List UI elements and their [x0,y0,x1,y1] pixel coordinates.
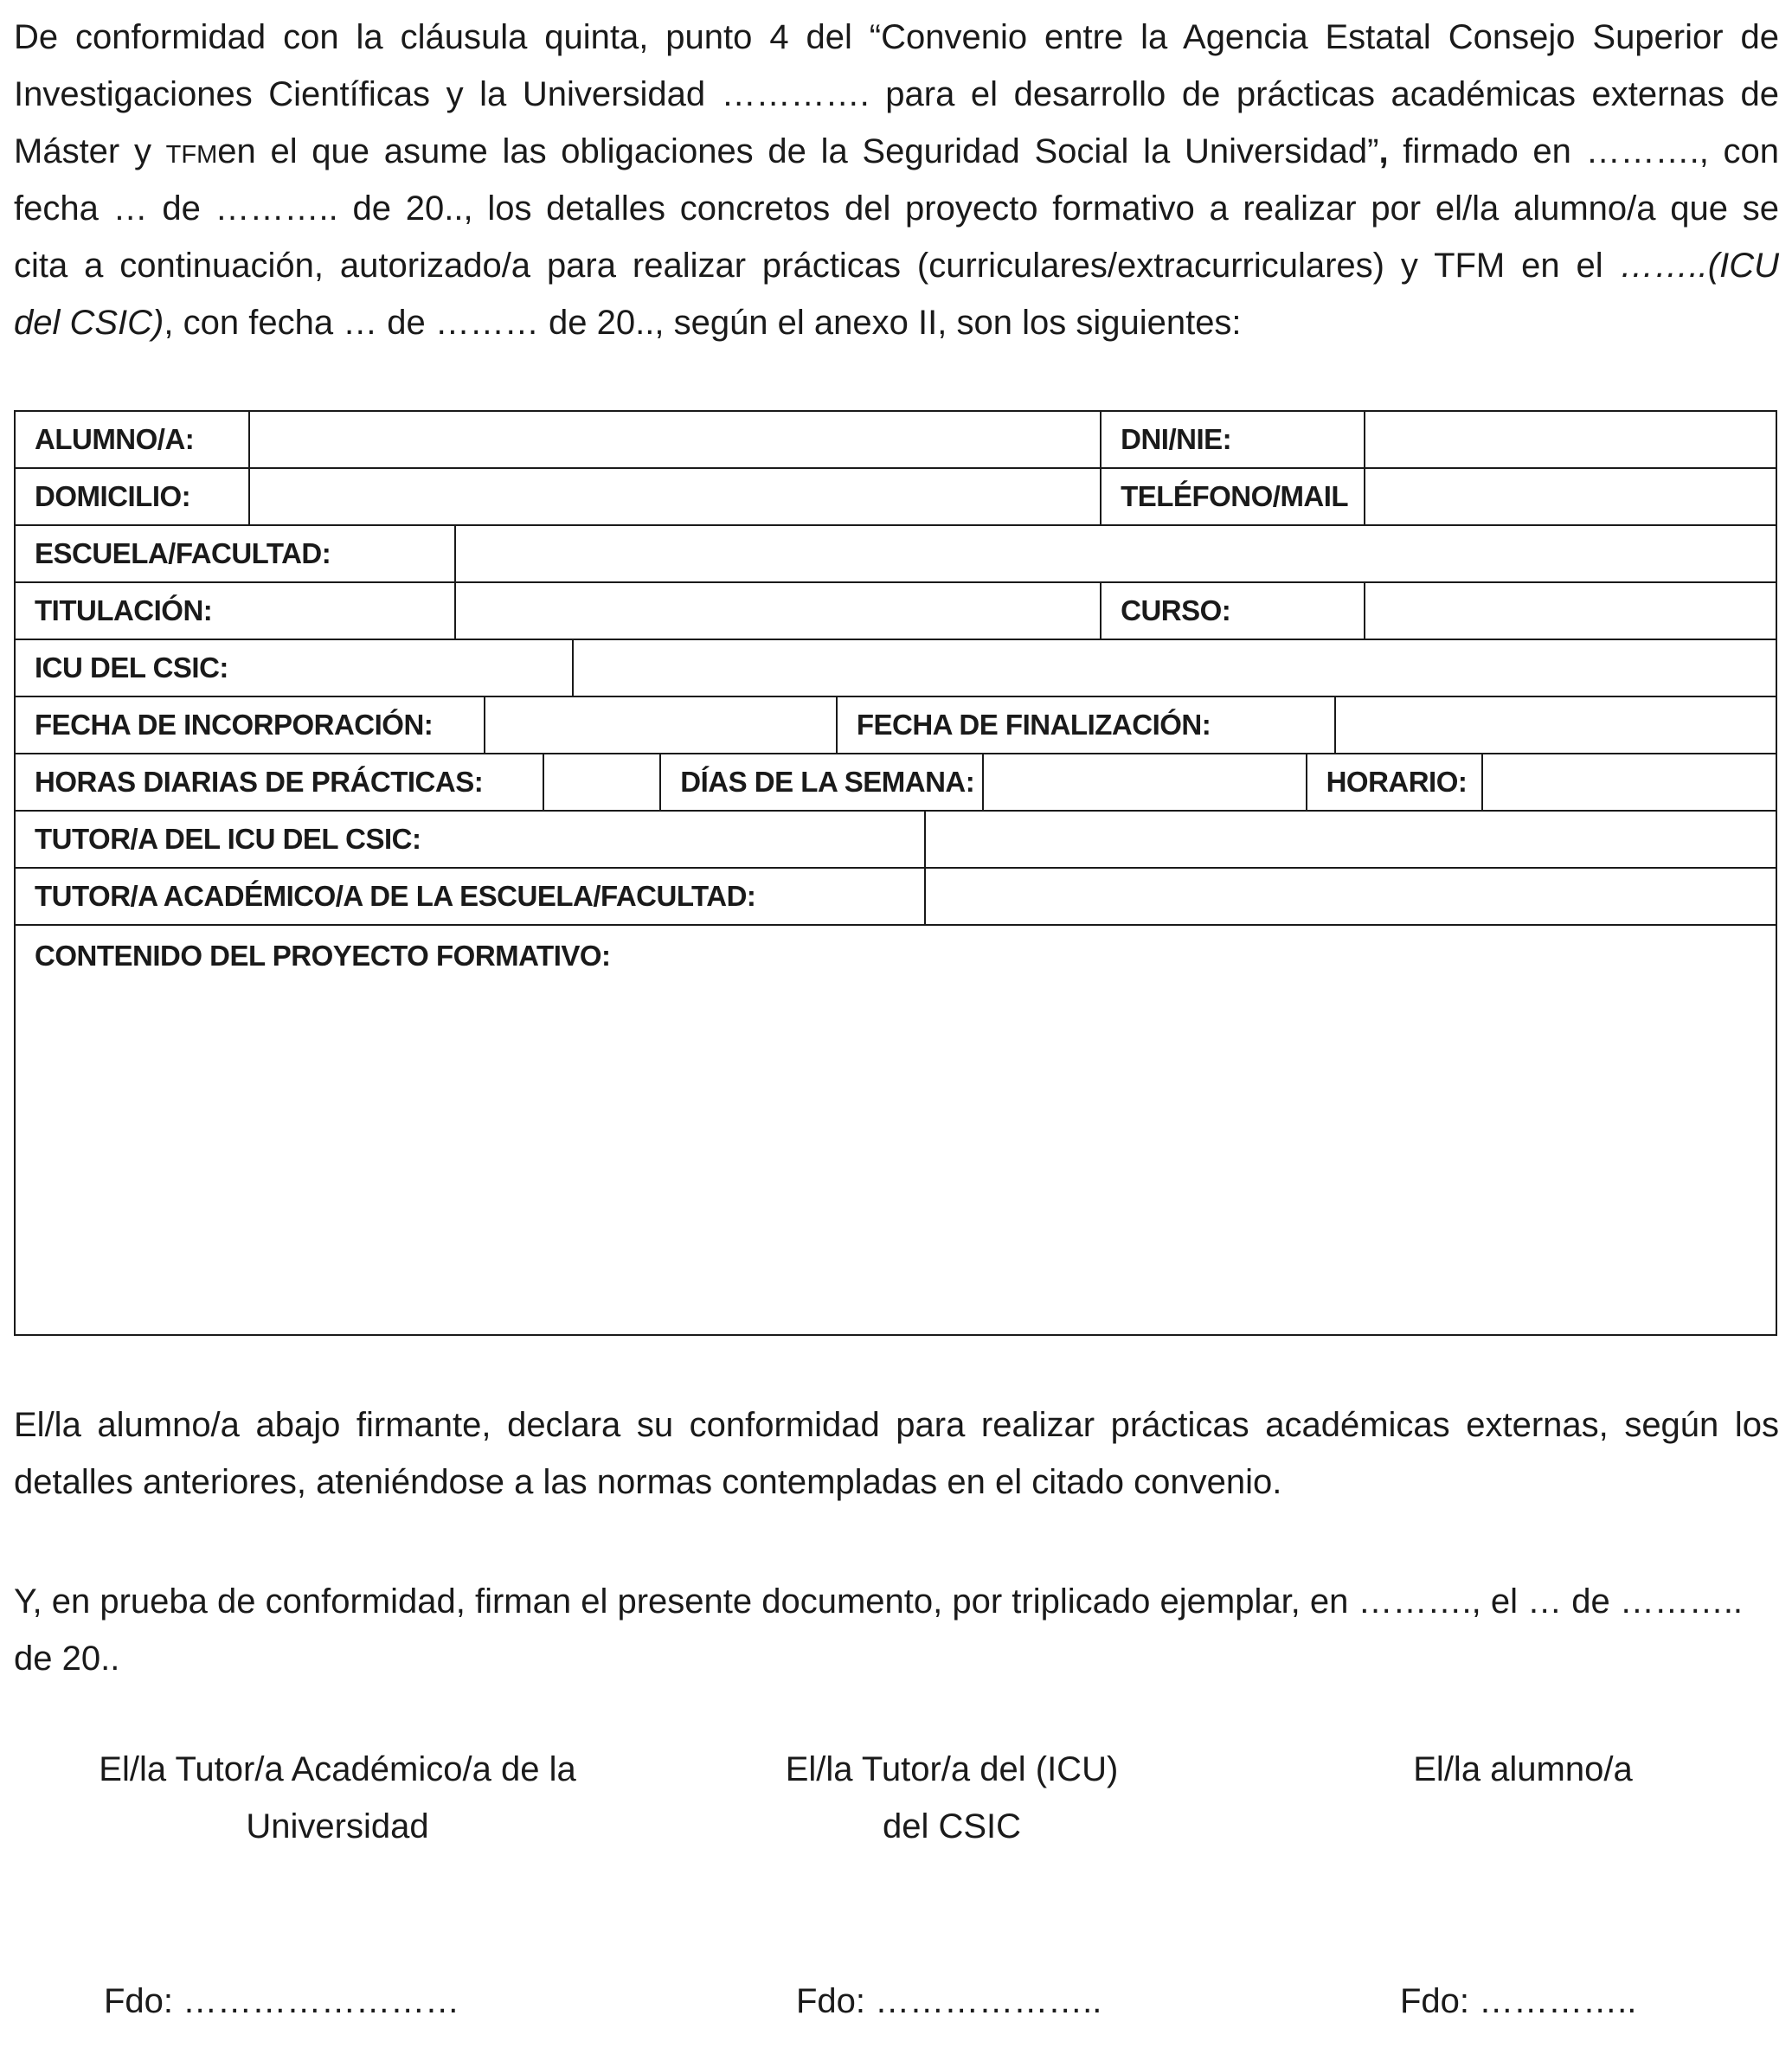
form-row-fechas [15,696,1776,754]
intro-line-5 [14,237,1779,294]
form-row-tutor-academico [15,868,1776,925]
field-dni[interactable] [1365,411,1776,468]
signature-icu-tutor [675,1741,1229,1855]
label-telefono: TELÉFONO/MAIL [1101,468,1365,525]
field-escuela[interactable] [455,525,1776,582]
closing-paragraph: Y, en prueba de conformidad, firman el presente documento, por triplicado ejemplar, en ………., el … de ……….. de 20.. [14,1582,1744,1678]
label-fecha-incorporacion: FECHA DE INCORPORACIÓN: [15,696,485,754]
intro-line-1: De conformidad con la cláusula quinta, punto 4 del “Convenio entre la Agencia Estatal Consejo Superior de [14,18,1779,56]
form-row-horas [15,754,1776,811]
intro-text: firmado en ………., con [1388,132,1779,170]
form-row-titulacion [15,582,1776,639]
label-fecha-finalizacion: FECHA DE FINALIZACIÓN: [837,696,1336,754]
label-contenido: CONTENIDO DEL PROYECTO FORMATIVO: [35,940,611,972]
signature-academic-tutor [35,1741,640,1855]
field-tutor-academico[interactable] [925,868,1776,925]
field-telefono[interactable] [1365,468,1776,525]
label-horario: HORARIO: [1307,754,1483,811]
icu-placeholder: ……..(ICU [1619,247,1779,285]
field-icu[interactable] [573,639,1776,696]
label-tutor-icu: TUTOR/A DEL ICU DEL CSIC: [15,811,925,868]
icu-placeholder-end: del CSIC) [14,304,164,342]
label-icu: ICU DEL CSIC: [15,639,573,696]
field-alumno[interactable] [249,411,1101,468]
form-row-alumno [15,411,1776,468]
form-row-escuela [15,525,1776,582]
intro-line-3 [14,123,1779,180]
form-row-tutor-icu [15,811,1776,868]
tfm-abbrev: TFM [165,141,218,169]
label-dias: DÍAS DE LA SEMANA: [660,754,983,811]
field-horario[interactable] [1482,754,1776,811]
signature-line-student[interactable]: Fdo: ………….. [1400,1982,1637,2020]
label-dni: DNI/NIE: [1101,411,1365,468]
signature-title: El/la alumno/a [1413,1750,1633,1788]
form-row-contenido [15,925,1776,1335]
signature-title: El/la Tutor/a del (ICU) [785,1750,1119,1788]
signature-title: Universidad [246,1807,429,1845]
field-contenido[interactable] [15,925,1776,1335]
field-titulacion[interactable] [455,582,1101,639]
label-domicilio: DOMICILIO: [15,468,249,525]
form-row-domicilio [15,468,1776,525]
declaration-paragraph: El/la alumno/a abajo firmante, declara su conformidad para realizar prácticas académicas externas, según los detalles anteriores, ateniéndose a las normas contempladas en el citado convenio. [14,1406,1779,1501]
intro-line-4: fecha … de ……….. de 20.., los detalles concretos del proyecto formativo a realizar por el/la alumno/a que se [14,189,1779,228]
intro-paragraph [14,9,1779,351]
field-fecha-finalizacion[interactable] [1335,696,1776,754]
intro-line-6 [14,294,1779,351]
signature-line-icu-tutor[interactable]: Fdo: ……………….. [796,1982,1102,2020]
field-tutor-icu[interactable] [925,811,1776,868]
intro-comma: , [1378,132,1389,170]
training-project-form [14,410,1777,1336]
field-horas[interactable] [543,754,661,811]
form-row-icu [15,639,1776,696]
label-escuela: ESCUELA/FACULTAD: [15,525,455,582]
label-alumno: ALUMNO/A: [15,411,249,468]
field-domicilio[interactable] [249,468,1101,525]
label-horas: HORAS DIARIAS DE PRÁCTICAS: [15,754,543,811]
signature-title: El/la Tutor/a Académico/a de la [99,1750,576,1788]
intro-text: Máster y [14,132,166,170]
label-tutor-academico: TUTOR/A ACADÉMICO/A DE LA ESCUELA/FACULTAD: [15,868,925,925]
field-fecha-incorporacion[interactable] [485,696,837,754]
intro-text: cita a continuación, autorizado/a para realizar prácticas (curriculares/extracurriculares) y TFM en el [14,247,1620,285]
signature-student [1281,1741,1765,1798]
intro-text: , con fecha … de ……… de 20.., según el anexo II, son los siguientes: [164,304,1242,342]
intro-text: en el que asume las obligaciones de la Seguridad Social la Universidad” [217,132,1379,170]
signature-title: del CSIC [882,1807,1022,1845]
field-curso[interactable] [1365,582,1776,639]
field-dias[interactable] [983,754,1306,811]
intro-line-2: Investigaciones Científicas y la Universidad …………. para el desarrollo de prácticas académicas externas de [14,75,1779,113]
signature-line-academic-tutor[interactable]: Fdo: …………………… [104,1982,460,2020]
label-curso: CURSO: [1101,582,1365,639]
label-titulacion: TITULACIÓN: [15,582,455,639]
